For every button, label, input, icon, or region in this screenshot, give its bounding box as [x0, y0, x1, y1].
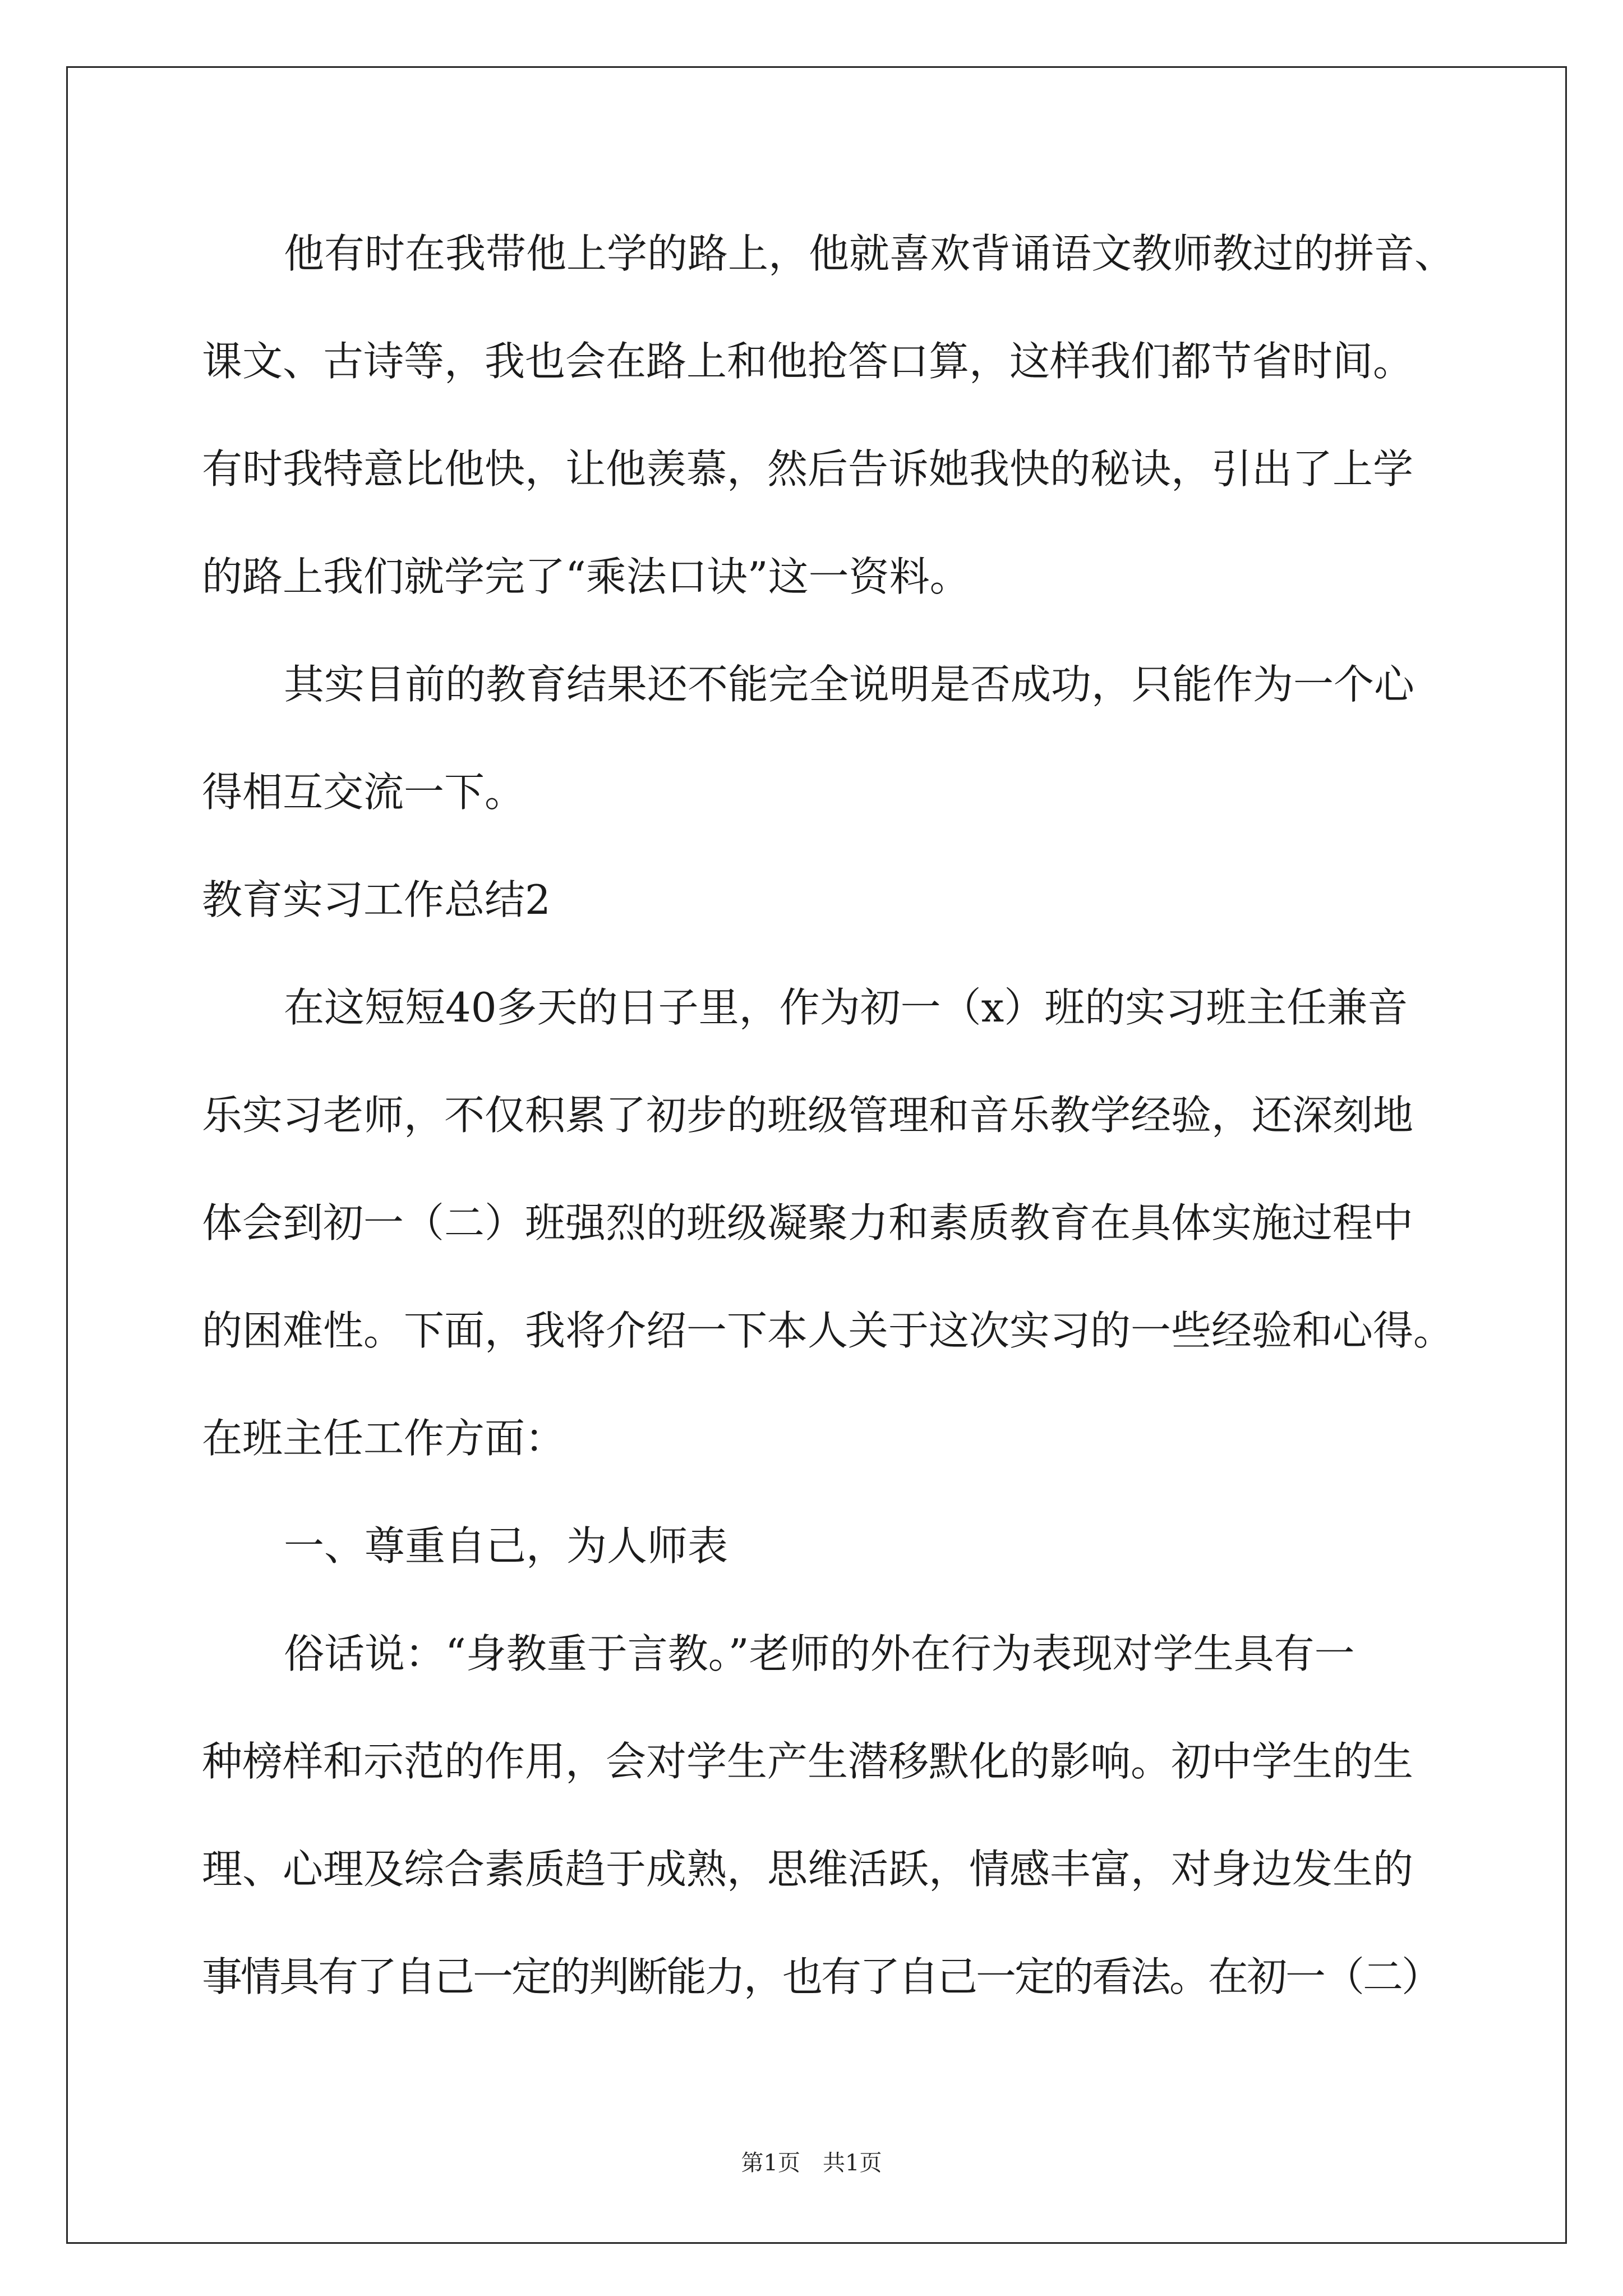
list-heading: 一、尊重自己，为人师表 [284, 1522, 728, 1570]
text-line: 其实目前的教育结果还不能完全说明是否成功，只能作为一个心 [284, 661, 1415, 708]
text-line: 乐实习老师，不仅积累了初步的班级管理和音乐教学经验，还深刻地 [202, 1092, 1414, 1139]
text-line: 事情具有了自己一定的判断能力，也有了自己一定的看法。在初一（二） [202, 1953, 1441, 2000]
text-line: 的困难性。下面，我将介绍一下本人关于这次实习的一些经验和心得。 [202, 1307, 1454, 1354]
page-footer: 第1页 共1页 [741, 2150, 882, 2176]
subsection-heading: 在班主任工作方面： [202, 1415, 566, 1462]
text-line: 得相互交流一下。 [202, 769, 525, 816]
text-line: 有时我特意比他快，让他羡慕，然后告诉她我快的秘诀，引出了上学 [202, 445, 1414, 493]
text-line: 种榜样和示范的作用，会对学生产生潜移默化的影响。初中学生的生 [202, 1738, 1414, 1785]
section-heading: 教育实习工作总结2 [202, 876, 551, 923]
document-body [202, 200, 1464, 2031]
text-line: 理、心理及综合素质趋于成熟，思维活跃，情感丰富，对身边发生的 [202, 1846, 1414, 1893]
text-line: 他有时在我带他上学的路上，他就喜欢背诵语文教师教过的拼音、 [284, 230, 1455, 277]
text-line: 俗话说：“身教重于言教。”老师的外在行为表现对学生具有一 [284, 1630, 1355, 1677]
text-line: 的路上我们就学完了“乘法口诀”这一资料。 [202, 553, 970, 600]
text-line: 体会到初一（二）班强烈的班级凝聚力和素质教育在具体实施过程中 [202, 1199, 1414, 1246]
text-line: 在这短短40多天的日子里，作为初一（x）班的实习班主任兼音 [284, 984, 1408, 1031]
text-line: 课文、古诗等，我也会在路上和他抢答口算，这样我们都节省时间。 [202, 338, 1414, 385]
